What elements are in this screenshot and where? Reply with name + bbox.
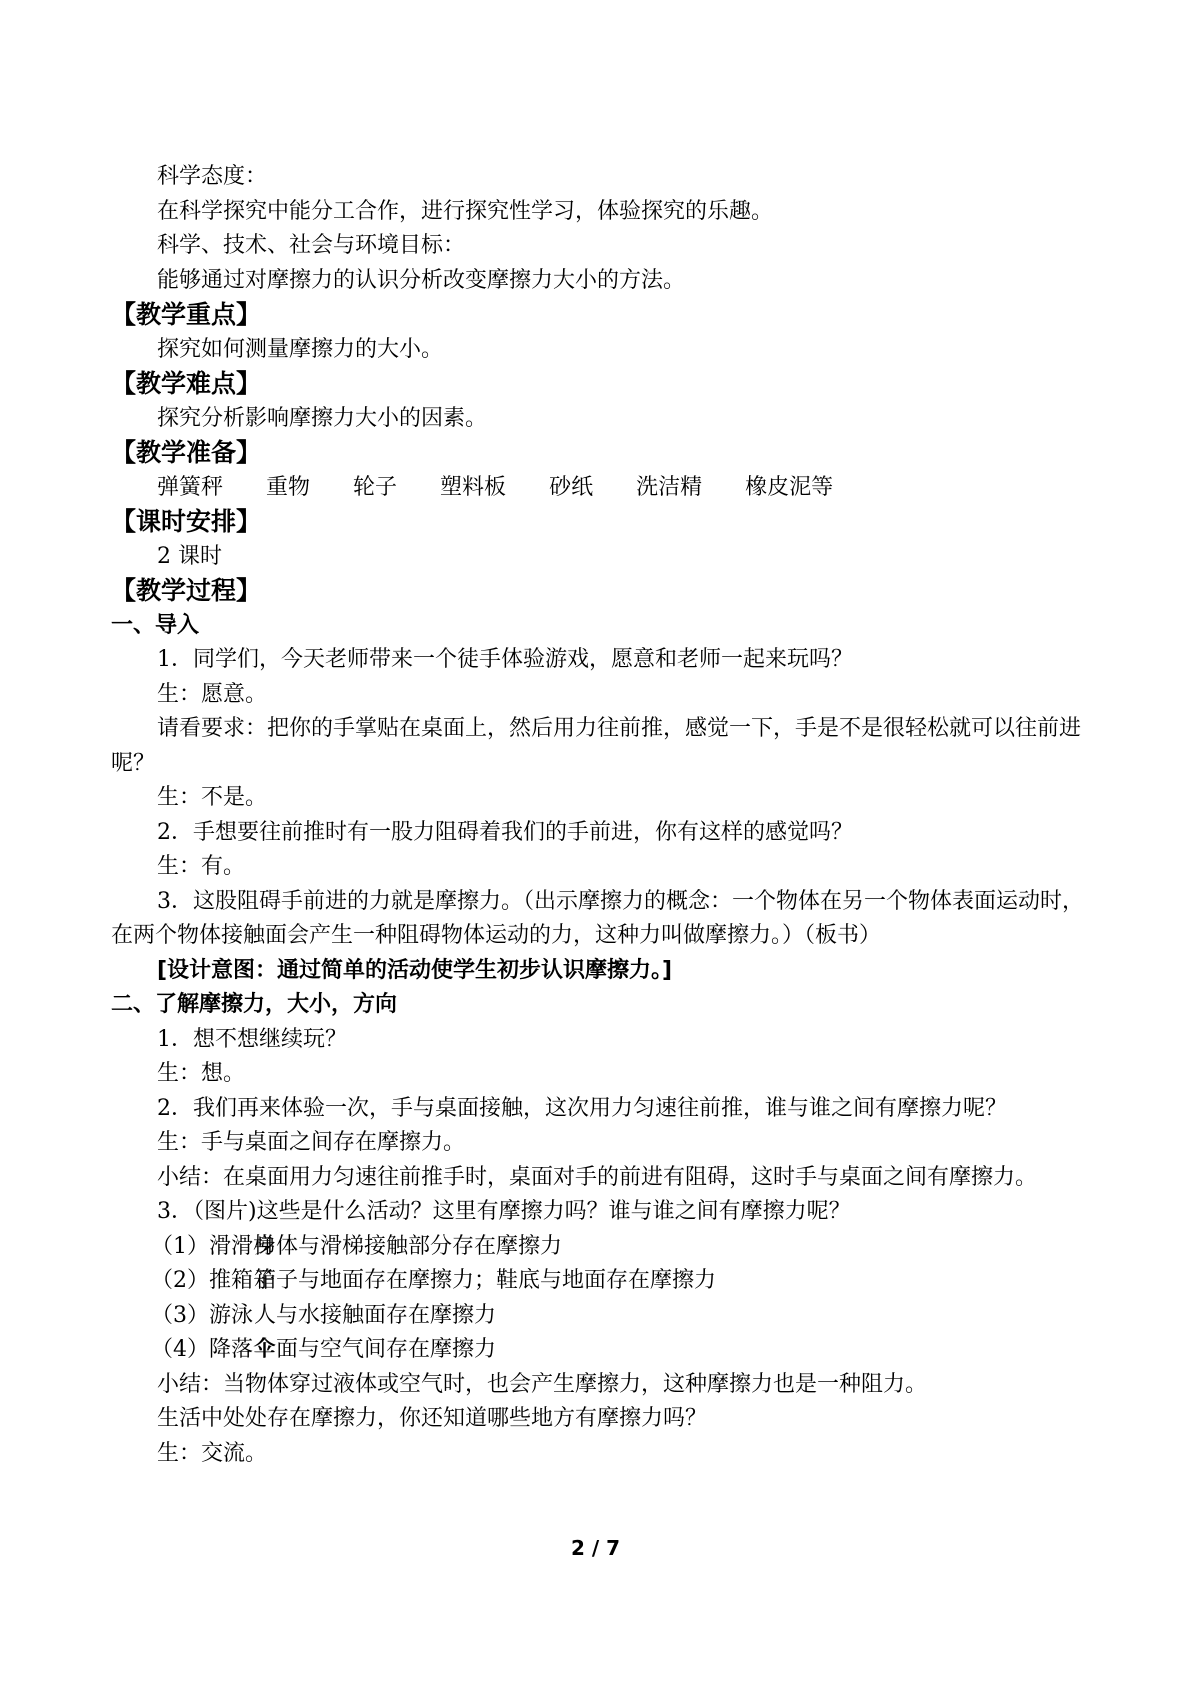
friction-answer-4: 生：交流。 — [157, 1440, 268, 1466]
process-heading: 【教学过程】 — [111, 576, 262, 605]
friction-question-1: 1．想不想继续玩？ — [157, 1026, 347, 1052]
friction-summary-1: 小结：在桌面用力匀速往前推手时，桌面对手的前进有阻碍，这时手与桌面之间有摩擦力。 — [157, 1164, 1038, 1190]
case-desc: 身体与滑梯接触部分存在摩擦力 — [254, 1233, 563, 1259]
stse-text: 能够通过对摩擦力的认识分析改变摩擦力大小的方法。 — [157, 267, 686, 293]
case-item — [111, 1333, 1091, 1368]
preparation-heading: 【教学准备】 — [111, 438, 262, 467]
attitude-text: 在科学探究中能分工合作，进行探究性学习，体验探究的乐趣。 — [157, 198, 774, 224]
intro-answer-3: 生：有。 — [157, 854, 246, 879]
case-desc: 人与水接触面存在摩擦力 — [254, 1302, 497, 1328]
page-number: 2 / 7 — [570, 1536, 621, 1560]
intro-question-3: 3．这股阻碍手前进的力就是摩擦力。（出示摩擦力的概念：一个物体在另一个物体表面运动时，在两个物体接触面会产生一种阻碍物体运动的力，这种力叫做摩擦力。）（板书） — [111, 888, 1085, 948]
section-intro-title: 一、导入 — [111, 612, 200, 638]
material-item: 弹簧秤 — [157, 474, 224, 500]
intro-answer-2: 生：不是。 — [157, 785, 268, 810]
friction-question-3: 3．（图片)这些是什么活动？这里有摩擦力吗？谁与谁之间有摩擦力呢？ — [157, 1199, 851, 1224]
materials-list — [111, 471, 1091, 506]
attitude-label: 科学态度： — [157, 164, 268, 189]
page-content — [111, 160, 1091, 1471]
material-item: 砂纸 — [549, 474, 594, 500]
difficulty-text: 探究分析影响摩擦力大小的因素。 — [157, 405, 488, 431]
stse-label: 科学、技术、社会与环境目标： — [157, 233, 466, 258]
difficulty-heading: 【教学难点】 — [111, 369, 262, 398]
friction-answer-2: 生：手与桌面之间存在摩擦力。 — [157, 1130, 466, 1155]
section-friction-title: 二、了解摩擦力，大小，方向 — [111, 992, 398, 1017]
case-name: （1）滑滑梯 — [151, 1233, 275, 1259]
case-name: （2）推箱子 — [151, 1268, 275, 1293]
design-intent: [设计意图：通过简单的活动使学生初步认识摩擦力。] — [157, 957, 673, 983]
friction-summary-2: 小结：当物体穿过液体或空气时，也会产生摩擦力，这种摩擦力也是一种阻力。 — [157, 1371, 928, 1397]
friction-answer-1: 生：想。 — [157, 1061, 246, 1086]
key-point-heading: 【教学重点】 — [111, 300, 262, 329]
case-desc: 箱子与地面存在摩擦力；鞋底与地面存在摩擦力 — [254, 1268, 717, 1293]
case-name: （4）降落伞 — [151, 1337, 275, 1362]
friction-question-4: 生活中处处存在摩擦力，你还知道哪些地方有摩擦力吗？ — [157, 1406, 708, 1431]
material-item: 塑料板 — [440, 474, 507, 500]
intro-question-2: 2．手想要往前推时有一股力阻碍着我们的手前进，你有这样的感觉吗？ — [157, 819, 853, 845]
material-item: 重物 — [266, 474, 311, 500]
intro-question-1: 1．同学们，今天老师带来一个徒手体验游戏，愿意和老师一起来玩吗？ — [157, 647, 853, 672]
case-item — [111, 1264, 1091, 1299]
intro-requirement: 请看要求：把你的手掌贴在桌面上，然后用力往前推，感觉一下，手是不是很轻松就可以往前进呢？ — [111, 716, 1082, 776]
material-item: 洗洁精 — [636, 474, 703, 500]
material-item: 橡皮泥等 — [745, 474, 834, 500]
intro-answer-1: 生：愿意。 — [157, 681, 268, 707]
friction-question-2: 2．我们再来体验一次，手与桌面接触，这次用力匀速往前推，谁与谁之间有摩擦力呢？ — [157, 1095, 1007, 1121]
schedule-heading: 【课时安排】 — [111, 507, 262, 536]
key-point-text: 探究如何测量摩擦力的大小。 — [157, 336, 444, 362]
case-item — [111, 1299, 1091, 1334]
material-item: 轮子 — [353, 474, 398, 500]
schedule-text: 2 课时 — [157, 543, 222, 569]
case-name: （3）游泳 — [151, 1302, 253, 1328]
case-desc: 伞面与空气间存在摩擦力 — [254, 1337, 497, 1362]
case-item — [111, 1230, 1091, 1265]
